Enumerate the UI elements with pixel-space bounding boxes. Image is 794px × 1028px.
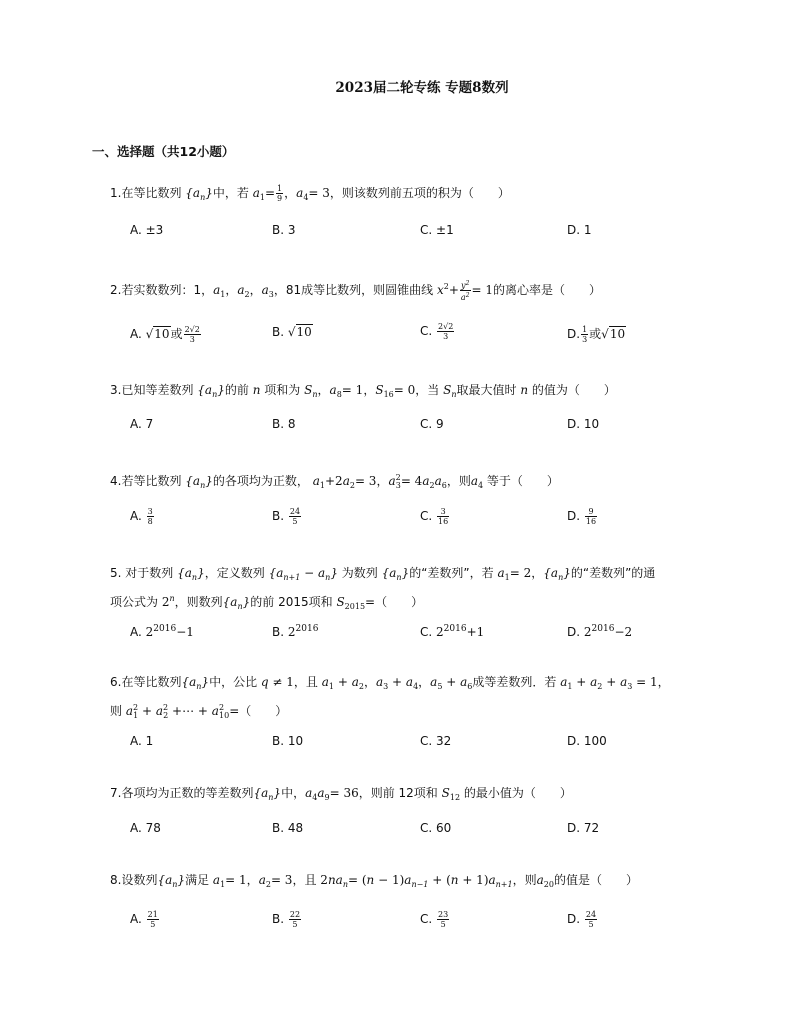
q7-option-d[interactable]: D. 72 <box>567 821 600 835</box>
q4-option-d[interactable]: D. $\frac{9}{16}$ <box>567 507 597 526</box>
question-2: 2.若实数数列：1，$a_1$，$a_2$，$a_3$，81成等比数列，则圆锥曲线 $x^2+$ $\frac{y^2}{a^2}$ = 1的离心率是（ ） <box>110 280 602 302</box>
section-heading: 一、选择题（共12小题） <box>92 144 235 159</box>
q6-option-c[interactable]: C. 32 <box>420 734 452 748</box>
question-6: 6.在等比数列$\{a_n\}$中，公比 q ≠ 1，且 $a_1 + a_2$，$a_3 + a_4$，$a_5 + a_6$成等差数列．若 $a_1 + a_2 + a_3 = 1$， 则 $a^2_1 + a^2_2$ +⋯ + $a^2_{10}=$（ ） <box>110 675 670 720</box>
q7-option-a[interactable]: A. 78 <box>130 821 161 835</box>
q5-option-a[interactable]: A. $2^{2016}-1$ <box>130 624 194 639</box>
question-4: 4.若等比数列 $\{a_n\}$的各项均为正数， $a_1+2a_2= 3$，$a^2_3= 4a_2a_6$，则$a_4$ 等于（ ） <box>110 473 559 490</box>
q1-option-b[interactable]: B. 3 <box>272 223 296 237</box>
q4-option-c[interactable]: C. $\frac{3}{16}$ <box>420 507 449 526</box>
q4-option-a[interactable]: A. $\frac{3}{8}$ <box>130 507 153 526</box>
q1-option-d[interactable]: D. 1 <box>567 223 592 237</box>
q8-option-d[interactable]: D. $\frac{24}{5}$ <box>567 910 597 929</box>
q2-option-c[interactable]: C. $\frac{2√2}{3}$ <box>420 322 454 341</box>
q2-option-a[interactable]: A. √10或 $\frac{2√2}{3}$ <box>130 325 200 344</box>
q5-option-c[interactable]: C. $2^{2016}+1$ <box>420 624 485 639</box>
q1-option-c[interactable]: C. ±1 <box>420 223 454 237</box>
q2-option-d[interactable]: D. $\frac{1}{3}$ 或√10 <box>567 325 626 344</box>
question-5: 5. 对于数列 $\{a_n\}$，定义数列 $\{a_{n+1} - a_n\}$ 为数列 $\{a_n\}$的“差数列”，若 $a_1= 2$，$\{a_n\}$的“差数列”的通 项公式为 2$^n$，则数列$\{a_n\}$的前 2015项和 $S_{2015}=$（ ） <box>110 566 656 611</box>
q4-option-b[interactable]: B. $\frac{24}{5}$ <box>272 507 301 526</box>
q8-option-c[interactable]: C. $\frac{23}{5}$ <box>420 910 449 929</box>
q3-option-b[interactable]: B. 8 <box>272 417 296 431</box>
q3-option-a[interactable]: A. 7 <box>130 417 154 431</box>
question-7: 7.各项均为正数的等差数列$\{a_n\}$中，$a_4a_9= 36$，则前 12项和 $S_{12}$ 的最小值为（ ） <box>110 786 572 802</box>
question-1: 1.在等比数列 $\{a_n\}$中，若 $a_1=$ $\frac{1}{9}$ ，$a_4= 3$，则该数列前五项的积为（ ） <box>110 184 510 203</box>
page-title: 2023届二轮专练 专题8数列 <box>335 80 509 96</box>
q8-option-b[interactable]: B. $\frac{22}{5}$ <box>272 910 301 929</box>
q7-option-c[interactable]: C. 60 <box>420 821 452 835</box>
q1-option-a[interactable]: A. ±3 <box>130 223 164 237</box>
question-3: 3.已知等差数列 $\{a_n\}$的前 n 项和为 $S_n$，$a_8= 1$，$S_{16}= 0$，当 $S_n$取最大值时 n 的值为（ ） <box>110 383 616 399</box>
q6-option-b[interactable]: B. 10 <box>272 734 304 748</box>
q8-option-a[interactable]: A. $\frac{21}{5}$ <box>130 910 158 929</box>
q3-option-c[interactable]: C. 9 <box>420 417 444 431</box>
q6-option-d[interactable]: D. 100 <box>567 734 607 748</box>
q5-option-b[interactable]: B. $2^{2016}$ <box>272 624 319 639</box>
q2-option-b[interactable]: B. √10 <box>272 325 312 339</box>
q3-option-d[interactable]: D. 10 <box>567 417 600 431</box>
question-8: 8.设数列$\{a_n\}$满足 $a_1= 1$，$a_2= 3$，且 $2na_n= (n - 1)a_{n-1} + (n + 1)a_{n+1}$，则$a_{20}$的值是（ ） <box>110 873 638 889</box>
q6-option-a[interactable]: A. 1 <box>130 734 154 748</box>
q7-option-b[interactable]: B. 48 <box>272 821 304 835</box>
q5-option-d[interactable]: D. $2^{2016}-2$ <box>567 624 633 639</box>
